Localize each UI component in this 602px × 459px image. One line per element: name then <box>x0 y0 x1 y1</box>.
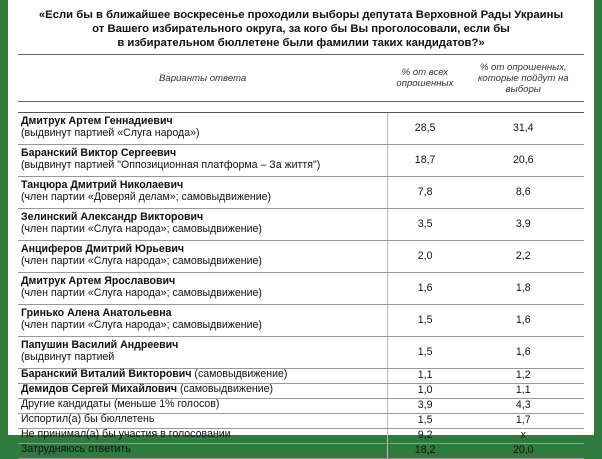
table-row <box>18 273 584 305</box>
title-line: в избирательном бюллетене были фамилии таких кандидатов?» <box>117 37 485 49</box>
table-row <box>18 177 584 209</box>
candidate-name: Дмитрук Артем Ярославович <box>21 275 176 287</box>
table-row <box>18 369 584 384</box>
value-all: 3,5 <box>387 209 462 241</box>
candidate-cell <box>18 337 387 369</box>
candidate-cell <box>18 369 387 384</box>
answer-label: Другие кандидаты (меньше 1% голосов) <box>18 399 387 414</box>
survey-question-title <box>18 8 584 50</box>
table-row <box>18 399 584 414</box>
value-all: 2,0 <box>387 241 462 273</box>
table-row <box>18 305 584 337</box>
table-row <box>18 337 584 369</box>
value-all: 1,6 <box>387 273 462 305</box>
value-all: 1,1 <box>387 369 462 384</box>
value-voters: 1,6 <box>463 305 584 337</box>
candidate-party: (выдвинут партией <box>21 350 115 363</box>
candidate-name: Анциферов Дмитрий Юрьевич <box>21 243 184 255</box>
candidate-cell <box>18 177 387 209</box>
value-voters: 1,7 <box>463 414 584 429</box>
candidate-name: Баранский Виталий Викторович <box>21 368 192 380</box>
title-line: от Вашего избирательного округа, за кого бы Вы проголосовали, если бы <box>92 23 510 35</box>
answer-label: Испортил(а) бы бюллетень <box>18 414 387 429</box>
value-all: 18,2 <box>387 444 462 459</box>
table-row <box>18 241 584 273</box>
document-page <box>8 0 594 457</box>
candidate-name: Демидов Сергей Михайлович <box>21 383 178 395</box>
header-all-respondents: % от всех опрошенных <box>387 55 462 102</box>
candidate-note: (самовыдвижение) <box>191 368 288 380</box>
candidate-cell <box>18 113 387 145</box>
results-body <box>18 102 584 459</box>
candidate-name: Танцюра Дмитрий Николаевич <box>21 179 184 191</box>
candidate-cell <box>18 241 387 273</box>
value-voters: х <box>463 429 584 444</box>
value-voters: 4,3 <box>463 399 584 414</box>
header-voters: % от опрошенных, которые пойдут на выборы <box>463 55 584 102</box>
candidate-party: (член партии «Доверяй делам»; самовыдвижение) <box>21 190 272 203</box>
value-voters: 1,6 <box>463 337 584 369</box>
value-voters: 31,4 <box>463 113 584 145</box>
candidate-cell <box>18 209 387 241</box>
value-voters: 20,0 <box>463 444 584 459</box>
value-voters: 2,2 <box>463 241 584 273</box>
candidate-party: (член партии «Слуга народа»; самовыдвижение) <box>21 318 262 331</box>
candidate-party: (выдвинут партией "Оппозиционная платформа – За життя") <box>21 158 321 171</box>
candidate-cell <box>18 305 387 337</box>
value-voters: 8,6 <box>463 177 584 209</box>
value-all: 7,8 <box>387 177 462 209</box>
candidate-party: (член партии «Слуга народа»; самовыдвижение) <box>21 254 262 267</box>
value-voters: 20,6 <box>463 145 584 177</box>
value-voters: 1,8 <box>463 273 584 305</box>
table-row <box>18 444 584 459</box>
table-row <box>18 384 584 399</box>
value-all: 1,5 <box>387 305 462 337</box>
candidate-note: (самовыдвижение) <box>177 383 274 395</box>
table-row <box>18 145 584 177</box>
table-row <box>18 414 584 429</box>
candidate-party: (член партии «Слуга народа»; самовыдвижение) <box>21 286 262 299</box>
value-all: 18,7 <box>387 145 462 177</box>
value-all: 1,0 <box>387 384 462 399</box>
value-all: 9,2 <box>387 429 462 444</box>
results-table <box>18 54 584 459</box>
candidate-cell <box>18 145 387 177</box>
candidate-party: (выдвинут партией «Слуга народа») <box>21 126 200 139</box>
table-row <box>18 209 584 241</box>
spacer-row <box>18 102 584 113</box>
title-line: «Если бы в ближайшее воскресенье проходили выборы депутата Верховной Рады Украины <box>38 9 564 21</box>
candidate-name: Зелинский Александр Викторович <box>21 211 204 223</box>
value-all: 1,5 <box>387 337 462 369</box>
answer-label: Затрудняюсь ответить <box>18 444 387 459</box>
candidate-cell <box>18 273 387 305</box>
value-all: 3,9 <box>387 399 462 414</box>
candidate-name: Дмитрук Артем Геннадиевич <box>21 115 173 127</box>
value-voters: 1,1 <box>463 384 584 399</box>
candidate-name: Баранский Виктор Сергеевич <box>21 147 177 159</box>
value-voters: 3,9 <box>463 209 584 241</box>
value-all: 28,5 <box>387 113 462 145</box>
header-answers: Варианты ответа <box>18 55 387 102</box>
table-row <box>18 429 584 444</box>
value-all: 1,5 <box>387 414 462 429</box>
candidate-name: Папушин Василий Андреевич <box>21 339 179 351</box>
candidate-name: Гринько Алена Анатольевна <box>21 307 172 319</box>
candidate-cell <box>18 384 387 399</box>
table-row <box>18 113 584 145</box>
answer-label: Не принимал(а) бы участия в голосовании <box>18 429 387 444</box>
value-voters: 1,2 <box>463 369 584 384</box>
candidate-party: (член партии «Слуга народа»; самовыдвижение) <box>21 222 262 235</box>
